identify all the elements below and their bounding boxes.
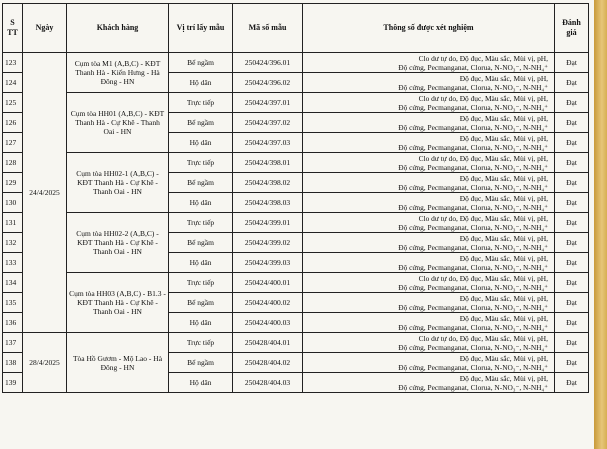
background-edge [594, 0, 607, 449]
result-cell: Đạt [555, 53, 589, 73]
location-cell: Bể ngầm [169, 53, 233, 73]
sample-code-cell: 250424/399.01 [233, 213, 303, 233]
sample-code-cell: 250424/400.02 [233, 293, 303, 313]
customer-cell: Cụm tòa HH03 (A,B,C) - B1.3 - KĐT Thanh Hà - Cự Khê - Thanh Oai - HN [67, 273, 169, 333]
sample-code-cell: 250424/398.01 [233, 153, 303, 173]
header-row [3, 4, 589, 53]
result-cell: Đạt [555, 233, 589, 253]
sample-code-cell: 250424/397.02 [233, 113, 303, 133]
tests-line-2: Độ cứng, Pecmanganat, Clorua, N-NO₃⁻, N-NH₄⁺ [398, 382, 548, 392]
location-cell: Trực tiếp [169, 333, 233, 353]
customer-cell: Cụm tòa M1 (A,B,C) - KĐT Thanh Hà - Kiến Hưng - Hà Đông - HN [67, 53, 169, 93]
sample-code-cell: 250424/396.02 [233, 73, 303, 93]
tests-cell [303, 253, 555, 273]
result-cell: Đạt [555, 293, 589, 313]
location-cell: Bể ngầm [169, 173, 233, 193]
tests-line-1: Độ đục, Màu sắc, Mùi vị, pH, [459, 233, 548, 243]
tests-line-1: Độ đục, Màu sắc, Mùi vị, pH, [459, 113, 548, 123]
header-date: Ngày [23, 4, 67, 53]
result-cell: Đạt [555, 373, 589, 393]
table-row [3, 93, 589, 113]
stt-cell: 139 [3, 373, 23, 393]
header-stt: S TT [3, 4, 23, 53]
results-table [2, 3, 589, 393]
tests-line-2: Độ cứng, Pecmanganat, Clorua, N-NO₃⁻, N-NH₄⁺ [398, 342, 548, 352]
stt-cell: 133 [3, 253, 23, 273]
sample-code-cell: 250424/399.02 [233, 233, 303, 253]
tests-cell [303, 373, 555, 393]
tests-line-1: Độ đục, Màu sắc, Mùi vị, pH, [459, 173, 548, 183]
stt-cell: 125 [3, 93, 23, 113]
tests-cell [303, 153, 555, 173]
tests-line-1: Clo dư tự do, Độ đục, Màu sắc, Mùi vị, pH, [418, 333, 548, 343]
stt-cell: 127 [3, 133, 23, 153]
location-cell: Trực tiếp [169, 273, 233, 293]
tests-line-2: Độ cứng, Pecmanganat, Clorua, N-NO₃⁻, N-NH₄⁺ [398, 322, 548, 332]
result-cell: Đạt [555, 153, 589, 173]
date-cell: 24/4/2025 [23, 53, 67, 333]
table-row [3, 53, 589, 73]
header-tests: Thông số được xét nghiệm [303, 4, 555, 53]
location-cell: Hộ dân [169, 133, 233, 153]
customer-cell: Cụm tòa HH01 (A,B,C) - KĐT Thanh Hà - Cự Khê - Thanh Oai - HN [67, 93, 169, 153]
sample-code-cell: 250424/397.01 [233, 93, 303, 113]
location-cell: Hộ dân [169, 73, 233, 93]
result-cell: Đạt [555, 193, 589, 213]
table-row [3, 273, 589, 293]
stt-cell: 130 [3, 193, 23, 213]
stt-cell: 124 [3, 73, 23, 93]
tests-line-2: Độ cứng, Pecmanganat, Clorua, N-NO₃⁻, N-NH₄⁺ [398, 362, 548, 372]
sample-code-cell: 250424/398.02 [233, 173, 303, 193]
tests-line-1: Độ đục, Màu sắc, Mùi vị, pH, [459, 293, 548, 303]
tests-cell [303, 293, 555, 313]
location-cell: Bể ngầm [169, 233, 233, 253]
location-cell: Bể ngầm [169, 113, 233, 133]
customer-cell: Cụm tòa HH02-2 (A,B,C) - KĐT Thanh Hà - Cự Khê - Thanh Oai - HN [67, 213, 169, 273]
stt-cell: 135 [3, 293, 23, 313]
location-cell: Trực tiếp [169, 213, 233, 233]
result-cell: Đạt [555, 93, 589, 113]
tests-cell [303, 53, 555, 73]
location-cell: Hộ dân [169, 373, 233, 393]
stt-cell: 131 [3, 213, 23, 233]
tests-cell [303, 93, 555, 113]
tests-line-1: Độ đục, Màu sắc, Mùi vị, pH, [459, 193, 548, 203]
tests-line-1: Clo dư tự do, Độ đục, Màu sắc, Mùi vị, pH, [418, 53, 548, 63]
customer-cell: Cụm tòa HH02-1 (A,B,C) - KĐT Thanh Hà - Cự Khê - Thanh Oai - HN [67, 153, 169, 213]
location-cell: Hộ dân [169, 193, 233, 213]
location-cell: Hộ dân [169, 253, 233, 273]
tests-line-1: Clo dư tự do, Độ đục, Màu sắc, Mùi vị, pH, [418, 153, 548, 163]
tests-line-2: Độ cứng, Pecmanganat, Clorua, N-NO₃⁻, N-NH₄⁺ [398, 282, 548, 292]
result-cell: Đạt [555, 213, 589, 233]
tests-line-2: Độ cứng, Pecmanganat, Clorua, N-NO₃⁻, N-NH₄⁺ [398, 162, 548, 172]
tests-cell [303, 233, 555, 253]
location-cell: Bể ngầm [169, 293, 233, 313]
sample-code-cell: 250428/404.01 [233, 333, 303, 353]
tests-cell [303, 353, 555, 373]
sample-code-cell: 250428/404.03 [233, 373, 303, 393]
result-cell: Đạt [555, 133, 589, 153]
tests-cell [303, 313, 555, 333]
tests-cell [303, 113, 555, 133]
stt-cell: 129 [3, 173, 23, 193]
sample-code-cell: 250424/396.01 [233, 53, 303, 73]
stt-cell: 128 [3, 153, 23, 173]
result-cell: Đạt [555, 173, 589, 193]
tests-line-2: Độ cứng, Pecmanganat, Clorua, N-NO₃⁻, N-NH₄⁺ [398, 62, 548, 72]
result-cell: Đạt [555, 333, 589, 353]
tests-line-2: Độ cứng, Pecmanganat, Clorua, N-NO₃⁻, N-NH₄⁺ [398, 202, 548, 212]
sample-code-cell: 250424/400.03 [233, 313, 303, 333]
tests-line-1: Độ đục, Màu sắc, Mùi vị, pH, [459, 373, 548, 383]
result-cell: Đạt [555, 73, 589, 93]
result-cell: Đạt [555, 353, 589, 373]
tests-line-1: Độ đục, Màu sắc, Mùi vị, pH, [459, 353, 548, 363]
stt-cell: 123 [3, 53, 23, 73]
tests-cell [303, 273, 555, 293]
stt-cell: 132 [3, 233, 23, 253]
sample-code-cell: 250424/400.01 [233, 273, 303, 293]
header-location: Vị trí lấy mẫu [169, 4, 233, 53]
tests-line-1: Độ đục, Màu sắc, Mùi vị, pH, [459, 73, 548, 83]
sample-code-cell: 250424/398.03 [233, 193, 303, 213]
sample-code-cell: 250428/404.02 [233, 353, 303, 373]
stt-cell: 138 [3, 353, 23, 373]
stt-cell: 136 [3, 313, 23, 333]
tests-cell [303, 213, 555, 233]
tests-line-1: Clo dư tự do, Độ đục, Màu sắc, Mùi vị, pH, [418, 213, 548, 223]
location-cell: Trực tiếp [169, 153, 233, 173]
stt-cell: 126 [3, 113, 23, 133]
tests-line-2: Độ cứng, Pecmanganat, Clorua, N-NO₃⁻, N-NH₄⁺ [398, 102, 548, 112]
tests-line-2: Độ cứng, Pecmanganat, Clorua, N-NO₃⁻, N-NH₄⁺ [398, 82, 548, 92]
tests-cell [303, 133, 555, 153]
sample-code-cell: 250424/399.03 [233, 253, 303, 273]
tests-line-1: Clo dư tự do, Độ đục, Màu sắc, Mùi vị, pH, [418, 93, 548, 103]
stt-cell: 134 [3, 273, 23, 293]
result-cell: Đạt [555, 253, 589, 273]
tests-cell [303, 73, 555, 93]
header-customer: Khách hàng [67, 4, 169, 53]
tests-line-2: Độ cứng, Pecmanganat, Clorua, N-NO₃⁻, N-NH₄⁺ [398, 262, 548, 272]
table-row [3, 213, 589, 233]
tests-line-1: Độ đục, Màu sắc, Mùi vị, pH, [459, 253, 548, 263]
tests-line-2: Độ cứng, Pecmanganat, Clorua, N-NO₃⁻, N-NH₄⁺ [398, 142, 548, 152]
table-row [3, 153, 589, 173]
result-cell: Đạt [555, 273, 589, 293]
tests-line-1: Clo dư tự do, Độ đục, Màu sắc, Mùi vị, pH, [418, 273, 548, 283]
date-cell: 28/4/2025 [23, 333, 67, 393]
tests-line-2: Độ cứng, Pecmanganat, Clorua, N-NO₃⁻, N-NH₄⁺ [398, 182, 548, 192]
location-cell: Trực tiếp [169, 93, 233, 113]
tests-line-2: Độ cứng, Pecmanganat, Clorua, N-NO₃⁻, N-NH₄⁺ [398, 122, 548, 132]
tests-cell [303, 193, 555, 213]
sample-code-cell: 250424/397.03 [233, 133, 303, 153]
tests-line-2: Độ cứng, Pecmanganat, Clorua, N-NO₃⁻, N-NH₄⁺ [398, 242, 548, 252]
tests-line-2: Độ cứng, Pecmanganat, Clorua, N-NO₃⁻, N-NH₄⁺ [398, 302, 548, 312]
header-sample-code: Mã số mẫu [233, 4, 303, 53]
table-row [3, 333, 589, 353]
tests-cell [303, 333, 555, 353]
location-cell: Hộ dân [169, 313, 233, 333]
tests-line-1: Độ đục, Màu sắc, Mùi vị, pH, [459, 313, 548, 323]
stt-cell: 137 [3, 333, 23, 353]
tests-cell [303, 173, 555, 193]
tests-line-1: Độ đục, Màu sắc, Mùi vị, pH, [459, 133, 548, 143]
tests-line-2: Độ cứng, Pecmanganat, Clorua, N-NO₃⁻, N-NH₄⁺ [398, 222, 548, 232]
header-result: Đánh giá [555, 4, 589, 53]
location-cell: Bể ngầm [169, 353, 233, 373]
result-cell: Đạt [555, 313, 589, 333]
result-cell: Đạt [555, 113, 589, 133]
customer-cell: Tòa Hồ Gươm - Mộ Lao - Hà Đông - HN [67, 333, 169, 393]
